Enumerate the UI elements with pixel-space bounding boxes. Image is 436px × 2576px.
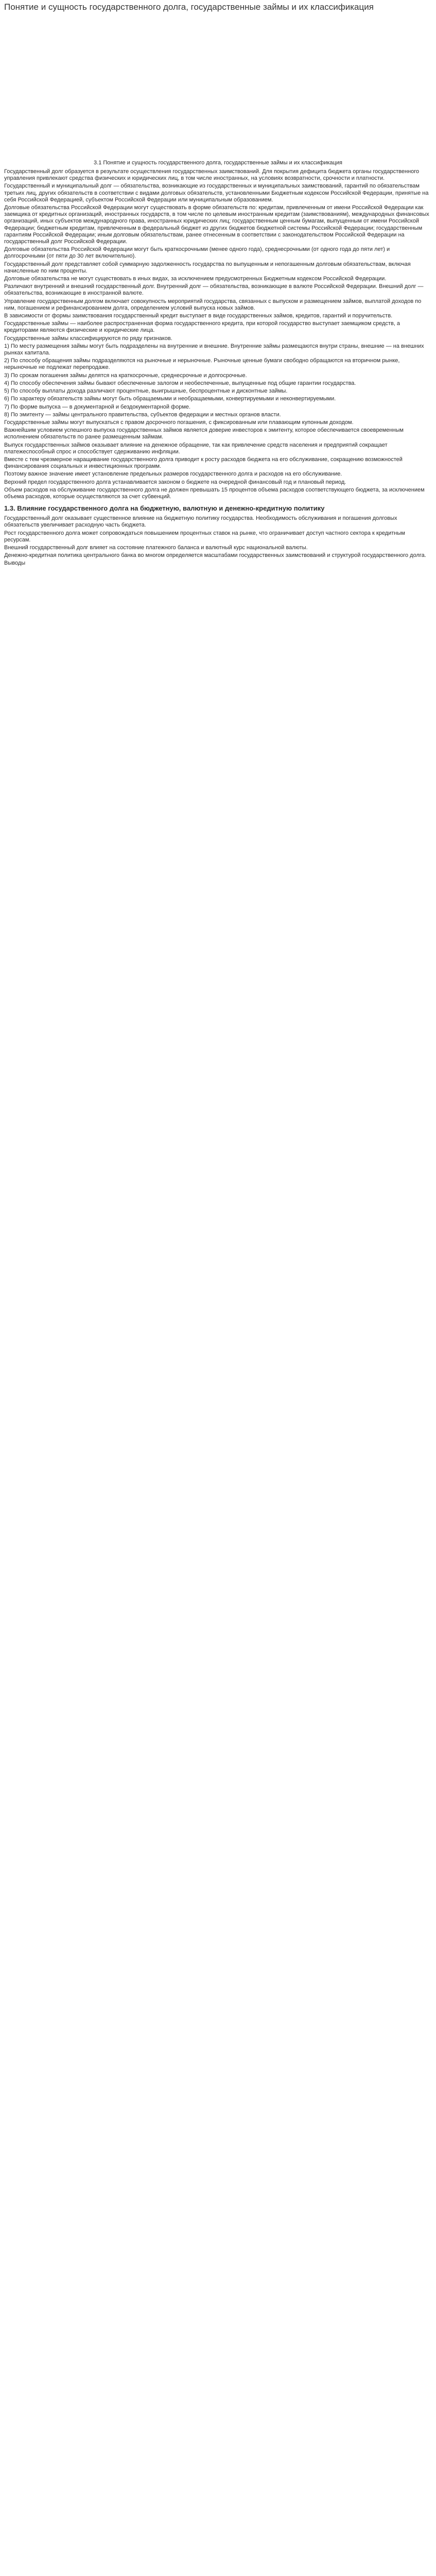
paragraph: Государственный долг оказывает существенное влияние на бюджетную политику государства. Необходимость обслуживания и погашения долговых обязательств увеличивает расходную часть бюджета.: [4, 515, 397, 529]
paragraph: Государственный долг представляет собой суммарную задолженность государства по выпущенным и непогашенным долговым обязательствам, включая начисленные по ним проценты.: [4, 261, 411, 274]
list-item: 1) По месту размещения займы могут быть подразделены на внутренние и внешние. Внутренние займы размещаются внутри страны, внешние — на внешних рынках капитала.: [4, 343, 424, 357]
paragraph: Объем расходов на обслуживание государственного долга не должен превышать 15 процентов объема расходов соответствующего бюджета, за исключением объема расходов, которые осуществляются за счет субвенций.: [4, 486, 425, 500]
list-item: 3) По срокам погашения займы делятся на краткосрочные, среднесрочные и долгосрочные.: [4, 372, 247, 379]
paragraph: Государственный и муниципальный долг — обязательства, возникающие из государственных и муниципальных заимствований, гарантий по обязательствам третьих лиц, других обязательств в соответствии с видами долговых обязательств, установленными Бюджетным кодексом Российской Федерации, принятые на себя Российской Федерацией, субъектом Российской Федерации или муниципальным образованием.: [4, 183, 429, 203]
paragraph: Поэтому важное значение имеет установление предельных размеров государственного долга и расходов на его обслуживание.: [4, 471, 342, 478]
paragraph: Долговые обязательства не могут существовать в иных видах, за исключением предусмотренных Бюджетным кодексом Российской Федерации.: [4, 276, 387, 282]
body-text-part-2: [4, 419, 432, 500]
paragraph: Верхний предел государственного долга устанавливается законом о бюджете на очередной финансовый год и плановый период.: [4, 479, 346, 485]
paragraph: Государственные займы могут выпускаться с правом досрочного погашения, с фиксированным или плавающим купонным доходом.: [4, 419, 354, 426]
list-item: 8) По эмитенту — займы центрального правительства, субъектов федерации и местных органов власти.: [4, 411, 281, 418]
paragraph: Долговые обязательства Российской Федерации могут существовать в форме обязательств по: кредитам, привлеченным от имени Российской Федерации как заемщика от кредитных организаций, иностранных государств, в том числе по целевым иностранным кредитам (заимствованиям), международных финансовых организаций, иных субъектов международного права, иностранных юридических лиц; государственным ценным бумагам, выпущенным от имени Российской Федерации; бюджетным кредитам, привлеченным в федеральный бюджет из других бюджетов бюджетной системы Российской Федерации; государственным гарантиям Российской Федерации; иным долговым обязательствам, ранее отнесенным в соответствии с законодательством Российской Федерации на государственный долг Российской Федерации.: [4, 205, 429, 245]
list-item: 6) По характеру обязательств займы могут быть обращаемыми и необращаемыми, конвертируемыми и неконвертируемыми.: [4, 396, 336, 402]
paragraph: Денежно-кредитная политика центрального банка во многом определяется масштабами государственных заимствований и структурой государственного долга.: [4, 552, 426, 559]
paragraph: Государственный долг образуется в результате осуществления государственных заимствований. Для покрытия дефицита бюджета органы государственного управления привлекают средства физических и юридических лиц, в том числе иностранных, на условиях возвратности, срочности и платности.: [4, 168, 420, 182]
paragraph: Рост государственного долга может сопровождаться повышением процентных ставок на рынке, что ограничивает доступ частного сектора к кредитным ресурсам.: [4, 530, 405, 543]
paragraph: Управление государственным долгом включает совокупность мероприятий государства, связанных с выпуском и размещением займов, выплатой доходов по ним, погашением и рефинансированием долга, определением условий выпуска новых займов.: [4, 298, 422, 311]
body-text-part-1: [4, 168, 432, 342]
section-heading: 1.3. Влияние государственного долга на бюджетную, валютную и денежно-кредитную политику: [4, 504, 325, 513]
paragraph: Государственные займы классифицируются по ряду признаков.: [4, 335, 172, 342]
paragraph: Государственные займы — наиболее распространенная форма государственного кредита, при которой государство выступает заемщиком средств, а кредиторами являются физические и юридические лица.: [4, 320, 400, 334]
paragraph: Вместе с тем чрезмерное наращивание государственного долга приводит к росту расходов бюджета на его обслуживание, сокращению возможностей финансирования социальных и инвестиционных программ.: [4, 456, 403, 470]
body-text-part-3: [4, 515, 432, 559]
list-item: 4) По способу обеспечения займы бывают обеспеченные залогом и необеспеченные, выпущенные под общие гарантии государства.: [4, 380, 356, 386]
paragraph: Выпуск государственных займов оказывает влияние на денежное обращение, так как привлечение средств населения и предприятий сокращает платежеспособный спрос и способствует сдерживанию инфляции.: [4, 442, 388, 455]
blank-area: [4, 12, 432, 160]
paragraph: В зависимости от формы заимствования государственный кредит выступает в виде государственных займов, кредитов, гарантий и поручительств.: [4, 313, 393, 319]
footer-note: Выводы: [4, 560, 26, 567]
paragraph: Различают внутренний и внешний государственный долг. Внутренний долг — обязательства, возникающие в валюте Российской Федерации. Внешний долг — обязательства, возникающие в иностранной валюте.: [4, 283, 424, 297]
list-item: 7) По форме выпуска — в документарной и бездокументарной форме.: [4, 403, 191, 410]
classification-list: [4, 343, 432, 418]
paragraph: Долговые обязательства Российской Федерации могут быть краткосрочными (менее одного года), среднесрочными (от одного года до пяти лет) и долгосрочными (от пяти до 30 лет включительно).: [4, 246, 390, 260]
paragraph: Важнейшим условием успешного выпуска государственных займов является доверие инвесторов к эмитенту, которое обеспечивается своевременным исполнением обязательств по ранее размещенным займам.: [4, 427, 404, 440]
list-item: 5) По способу выплаты дохода различают процентные, выигрышные, беспроцентные и дисконтные займы.: [4, 388, 288, 395]
list-item: 2) По способу обращения займы подразделяются на рыночные и нерыночные. Рыночные ценные бумаги свободно обращаются на вторичном рынке, нерыночные не подлежат перепродаже.: [4, 358, 400, 371]
section-subtitle: 3.1 Понятие и сущность государственного долга, государственные займы и их классификация: [94, 160, 342, 166]
document-title: Понятие и сущность государственного долга, государственные займы и их классификация: [4, 2, 374, 12]
paragraph: Внешний государственный долг влияет на состояние платежного баланса и валютный курс национальной валюты.: [4, 544, 308, 551]
